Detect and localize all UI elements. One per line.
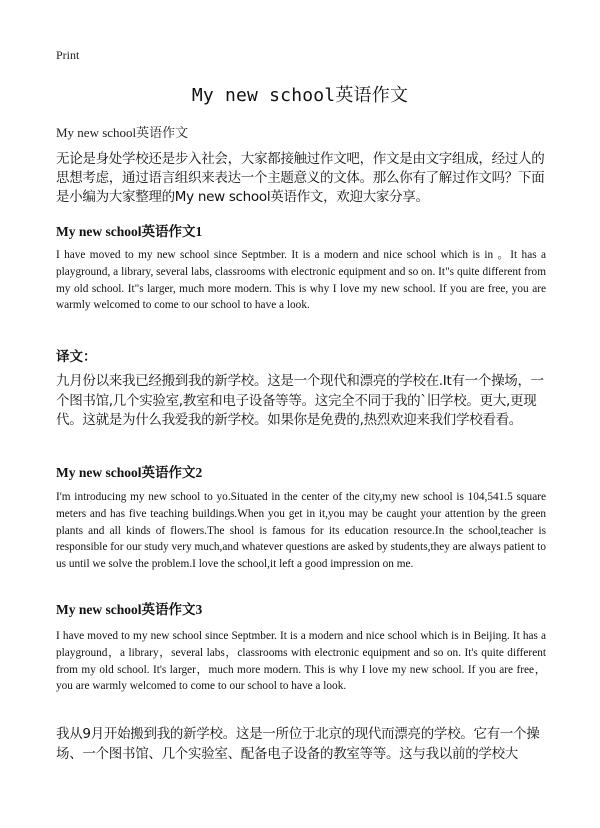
section-3-translation-paragraph: 我从9月开始搬到我的新学校。这是一所位于北京的现代而漂亮的学校。它有一个操场、一个图书馆、几个实验室、配备电子设备的教室等等。这与我以前的学校大 (56, 726, 540, 762)
print-link[interactable]: Print (56, 48, 80, 62)
section-3-english-paragraph: I have moved to my new school since Septmber. It is a modern and nice school which is in Beijing. It has a playground，a library，several labs，classrooms with electronic equipment and so on. It's quite different from my old school. It's larger，much more modern. This is why I love my new school. If you are free，you are warmly welcomed to come to our school to have a look. (56, 630, 546, 693)
section-3-heading: My new school英语作文3 (56, 602, 203, 617)
section-1-english-paragraph: I have moved to my new school since Septmber. It is a modern and nice school which is in 。It has a playground, a library, several labs, classrooms with electronic equipment and so on. It"s quite different from my old school. It"s larger, much more modern. This is why I love my new school. If you are free, you are warmly welcomed to come to our school to have a look. (56, 249, 546, 312)
translation-label: 译文： (56, 349, 97, 364)
section-1-translation-paragraph: 九月份以来我已经搬到我的新学校。这是一个现代和漂亮的学校在.It有一个操场，一个图书馆,几个实验室,教室和电子设备等等。这完全不同于我的`旧学校。更大,更现代。这就是为什么我爱我的新学校。如果你是免费的,热烈欢迎来我们学校看看。 (56, 373, 544, 428)
intro-paragraph: 无论是身处学校还是步入社会，大家都接触过作文吧，作文是由文字组成，经过人的思想考虑，通过语言组织来表达一个主题意义的文体。那么你有了解过作文吗？下面是小编为大家整理的My new school英语作文，欢迎大家分享。 (56, 151, 545, 205)
section-2-heading: My new school英语作文2 (56, 465, 203, 480)
document-title: My new school英语作文 (191, 85, 409, 106)
section-1-heading: My new school英语作文1 (56, 224, 203, 239)
section-2-english-paragraph: I'm introducing my new school to yo.Situated in the center of the city,my new school is 104,541.5 square meters and has five teaching buildings.When you get in it,you may be caught your attention by the green plants and all kinds of flowers.The shool is famous for its education resource.In the school,teacher is responsible for our study very much,and whatever questions are asked by students,they are always patient to us until we solve the problem.I love the school,it left a good impression on me. (56, 491, 546, 571)
document-subtitle: My new school英语作文 (56, 125, 189, 140)
